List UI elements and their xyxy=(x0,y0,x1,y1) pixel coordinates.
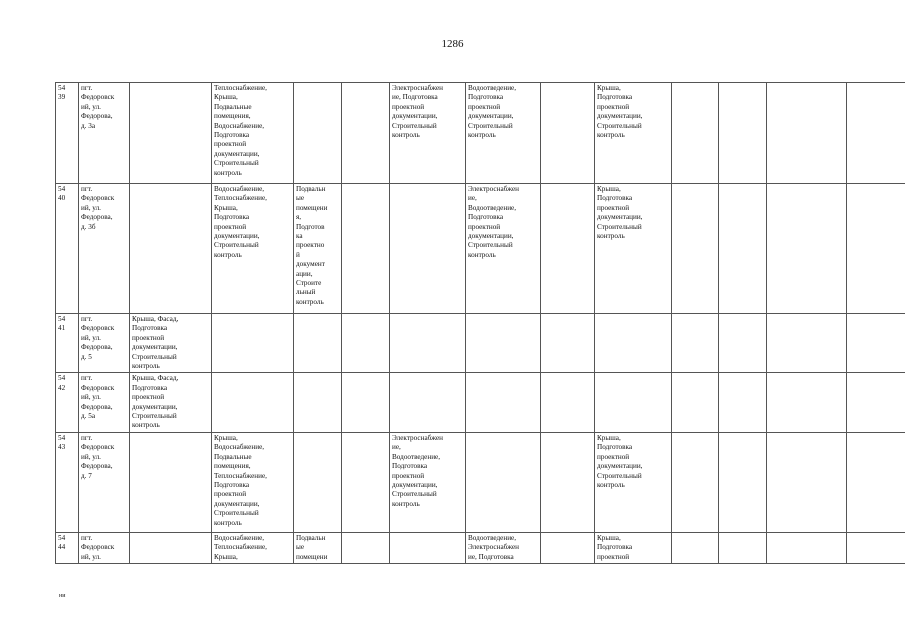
cell-text: пгт. Федоровск ий, ул. xyxy=(81,533,115,561)
col-8-cell xyxy=(466,184,541,314)
cell-text: Крыша, Подготовка проектной документации, Строительный контроль xyxy=(597,185,643,241)
col-5-cell xyxy=(294,83,342,184)
col-10-cell xyxy=(595,314,672,373)
col-14-cell xyxy=(847,314,905,373)
col-14-cell xyxy=(847,532,905,563)
col-6-cell xyxy=(342,83,390,184)
col-6-cell xyxy=(342,432,390,532)
address-cell xyxy=(79,373,130,432)
col-10-cell xyxy=(595,432,672,532)
work-schedule-table xyxy=(55,82,905,564)
table-row xyxy=(56,83,905,184)
cell-text: Крыша, Подготовка проектной xyxy=(597,533,633,561)
col-8-cell xyxy=(466,532,541,563)
table-row xyxy=(56,432,905,532)
row-number-cell xyxy=(56,314,79,373)
col-3-cell xyxy=(130,432,212,532)
footer-mark: ни xyxy=(59,593,66,599)
col-6-cell xyxy=(342,314,390,373)
col-3-cell xyxy=(130,373,212,432)
address-cell xyxy=(79,532,130,563)
address-cell xyxy=(79,184,130,314)
cell-text: 54 44 xyxy=(58,533,66,552)
col-3-cell xyxy=(130,184,212,314)
col-6-cell xyxy=(342,532,390,563)
row-number-cell xyxy=(56,532,79,563)
col-10-cell xyxy=(595,373,672,432)
page-number: 1286 xyxy=(441,38,464,50)
cell-text: Крыша, Подготовка проектной документации, Строительный контроль xyxy=(597,84,643,140)
table-row xyxy=(56,373,905,432)
col-12-cell xyxy=(719,432,767,532)
col-9-cell xyxy=(541,532,595,563)
col-12-cell xyxy=(719,532,767,563)
table-row xyxy=(56,532,905,563)
col-4-cell xyxy=(212,184,294,314)
table-row xyxy=(56,314,905,373)
col-10-cell xyxy=(595,532,672,563)
col-10-cell xyxy=(595,184,672,314)
col-12-cell xyxy=(719,373,767,432)
cell-text: Водоснабжение, Теплоснабжение, Крыша, Подготовка проектной документации, Строительный контроль xyxy=(214,185,267,259)
row-number-cell xyxy=(56,83,79,184)
col-13-cell xyxy=(767,373,847,432)
col-11-cell xyxy=(672,184,719,314)
cell-text: Крыша, Водоснабжение, Подвальные помещения, Теплоснабжение, Подготовка проектной документации, Строительный контроль xyxy=(214,433,267,527)
col-14-cell xyxy=(847,83,905,184)
cell-text: пгт. Федоровск ий, ул. Федорова, д. 3а xyxy=(81,84,115,130)
col-5-cell xyxy=(294,532,342,563)
col-14-cell xyxy=(847,432,905,532)
cell-text: Крыша, Фасад, Подготовка проектной документации, Строительный контроль xyxy=(132,374,179,430)
cell-text: 54 41 xyxy=(58,315,66,333)
cell-text: Электроснабжен ие, Водоотведение, Подготовка проектной документации, Строительный контроль xyxy=(468,185,520,259)
address-cell xyxy=(79,432,130,532)
cell-text: Подвальн ые помещени я, Подготов ка проектно й документ ации, Строите льный контроль xyxy=(296,185,328,306)
cell-text: Водоотведение, Подготовка проектной документации, Строительный контроль xyxy=(468,84,517,140)
cell-text: пгт. Федоровск ий, ул. Федорова, д. 7 xyxy=(81,433,115,480)
col-4-cell xyxy=(212,373,294,432)
col-8-cell xyxy=(466,432,541,532)
col-5-cell xyxy=(294,184,342,314)
col-8-cell xyxy=(466,83,541,184)
cell-text: 54 43 xyxy=(58,433,66,452)
col-4-cell xyxy=(212,83,294,184)
col-11-cell xyxy=(672,373,719,432)
col-4-cell xyxy=(212,532,294,563)
cell-text: Крыша, Подготовка проектной документации, Строительный контроль xyxy=(597,433,643,489)
address-cell xyxy=(79,83,130,184)
col-6-cell xyxy=(342,373,390,432)
col-4-cell xyxy=(212,314,294,373)
row-number-cell xyxy=(56,184,79,314)
cell-text: 54 40 xyxy=(58,185,66,203)
address-cell xyxy=(79,314,130,373)
col-7-cell xyxy=(390,373,466,432)
col-13-cell xyxy=(767,532,847,563)
col-14-cell xyxy=(847,373,905,432)
col-9-cell xyxy=(541,314,595,373)
col-11-cell xyxy=(672,532,719,563)
col-11-cell xyxy=(672,432,719,532)
cell-text: Электроснабжен ие, Подготовка проектной документации, Строительный контроль xyxy=(392,84,444,140)
col-9-cell xyxy=(541,373,595,432)
cell-text: Крыша, Фасад, Подготовка проектной документации, Строительный контроль xyxy=(132,315,179,371)
col-12-cell xyxy=(719,184,767,314)
col-6-cell xyxy=(342,184,390,314)
col-5-cell xyxy=(294,314,342,373)
cell-text: Водоснабжение, Теплоснабжение, Крыша, xyxy=(214,533,267,561)
col-9-cell xyxy=(541,83,595,184)
col-12-cell xyxy=(719,314,767,373)
row-number-cell xyxy=(56,373,79,432)
col-7-cell xyxy=(390,83,466,184)
col-14-cell xyxy=(847,184,905,314)
col-7-cell xyxy=(390,184,466,314)
cell-text: Электроснабжен ие, Водоотведение, Подготовка проектной документации, Строительный контроль xyxy=(392,433,444,508)
col-4-cell xyxy=(212,432,294,532)
col-13-cell xyxy=(767,314,847,373)
col-10-cell xyxy=(595,83,672,184)
col-7-cell xyxy=(390,314,466,373)
row-number-cell xyxy=(56,432,79,532)
col-3-cell xyxy=(130,532,212,563)
col-13-cell xyxy=(767,83,847,184)
col-3-cell xyxy=(130,314,212,373)
col-7-cell xyxy=(390,432,466,532)
cell-text: Подвальн ые помещени xyxy=(296,533,328,561)
col-8-cell xyxy=(466,373,541,432)
col-9-cell xyxy=(541,184,595,314)
col-12-cell xyxy=(719,83,767,184)
cell-text: Теплоснабжение, Крыша, Подвальные помещения, Водоснабжение, Подготовка проектной документации, Строительный контроль xyxy=(214,84,267,177)
cell-text: пгт. Федоровск ий, ул. Федорова, д. 3б xyxy=(81,185,115,231)
col-5-cell xyxy=(294,373,342,432)
cell-text: Водоотведение, Электроснабжен ие, Подготовка xyxy=(468,533,520,561)
cell-text: 54 42 xyxy=(58,374,66,392)
table-row xyxy=(56,184,905,314)
cell-text: пгт. Федоровск ий, ул. Федорова, д. 5а xyxy=(81,374,115,421)
col-11-cell xyxy=(672,314,719,373)
col-9-cell xyxy=(541,432,595,532)
col-8-cell xyxy=(466,314,541,373)
col-13-cell xyxy=(767,184,847,314)
cell-text: пгт. Федоровск ий, ул. Федорова, д. 5 xyxy=(81,315,115,361)
col-7-cell xyxy=(390,532,466,563)
cell-text: 54 39 xyxy=(58,84,66,102)
col-13-cell xyxy=(767,432,847,532)
col-3-cell xyxy=(130,83,212,184)
col-5-cell xyxy=(294,432,342,532)
col-11-cell xyxy=(672,83,719,184)
